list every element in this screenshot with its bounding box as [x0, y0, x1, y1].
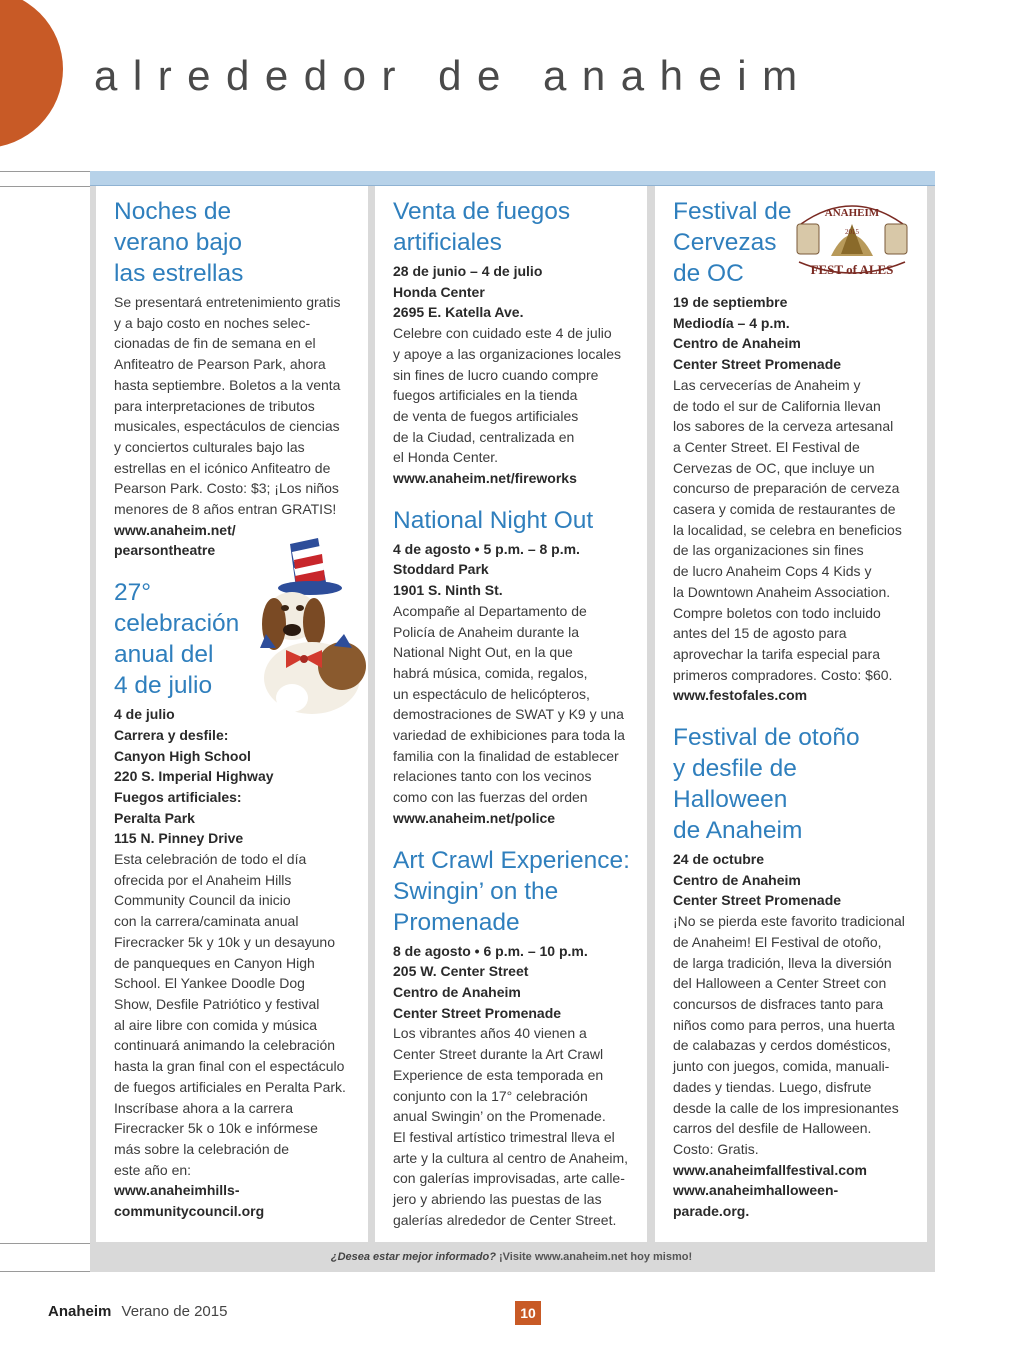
text-line: Festival de	[673, 198, 792, 225]
event-details	[393, 261, 647, 323]
text-line: 205 W. Center Street	[393, 963, 529, 980]
text-line: Acompañe al Departamento de	[393, 602, 587, 619]
dog-in-hat-image	[252, 538, 380, 718]
text-line: casera y comida de restaurantes de	[673, 501, 896, 518]
text-line: Esta celebración de todo el día	[114, 851, 307, 868]
fest-of-ales-logo	[791, 194, 913, 282]
event-description	[673, 375, 927, 686]
text-line: Experience de esta temporada en	[393, 1066, 604, 1083]
event-details	[393, 539, 647, 601]
text-line: 4 de julio	[114, 706, 175, 723]
text-line: de todo el sur de California llevan	[673, 397, 881, 414]
event-details	[673, 849, 927, 911]
text-line: Anfiteatro de Pearson Park, ahora	[114, 356, 326, 373]
event-description	[393, 1023, 647, 1230]
event-heading	[393, 505, 647, 536]
text-line: menores de 8 años entran GRATIS!	[114, 501, 337, 518]
column-3	[655, 186, 927, 1242]
text-line: jero y abriendo las puestas de las	[393, 1191, 602, 1208]
text-line: la Downtown Anaheim Association.	[673, 583, 891, 600]
text-line[interactable]: parade.org.	[673, 1203, 750, 1220]
event-link[interactable]	[673, 1160, 927, 1222]
text-line: variedad de exhibiciones para toda la	[393, 727, 625, 744]
text-line: 115 N. Pinney Drive	[114, 830, 244, 847]
text-line: Center Street Promenade	[393, 1004, 562, 1021]
text-line: verano bajo	[114, 229, 243, 256]
divider-rule	[0, 171, 90, 172]
text-line: anual del	[114, 641, 214, 669]
text-line: antes del 15 de agosto para	[673, 625, 847, 642]
text-line: Inscríbase ahora a la carrera	[114, 1099, 293, 1116]
corner-decoration	[0, 0, 63, 148]
text-line: Los vibrantes años 40 vienen a	[393, 1025, 587, 1042]
text-line: 1901 S. Ninth St.	[393, 582, 503, 599]
text-line: con galerías improvisadas, arte calle-	[393, 1170, 625, 1187]
text-line: de lucro Anaheim Cops 4 Kids y	[673, 563, 872, 580]
text-line[interactable]: www.anaheim.net/police	[393, 809, 556, 826]
text-line: cionadas de fin de semana en el	[114, 335, 316, 352]
text-line[interactable]: www.anaheimhills-	[114, 1182, 240, 1199]
text-line: continuará animando la celebración	[114, 1037, 336, 1054]
page-title: alrededor de anaheim	[94, 52, 813, 99]
info-link[interactable]: ¡Visite www.anaheim.net hoy mismo!	[498, 1251, 693, 1263]
text-line[interactable]: pearsontheatre	[114, 542, 216, 559]
text-line: arte y la cultura al centro de Anaheim,	[393, 1149, 629, 1166]
text-line: hasta septiembre. Boletos a la venta	[114, 376, 341, 393]
text-line: concursos de disfraces tanto para	[673, 995, 884, 1012]
text-line: Center Street durante la Art Crawl	[393, 1046, 604, 1063]
text-line: las estrellas	[114, 260, 244, 287]
divider-rule	[0, 1243, 96, 1244]
text-line: National Night Out	[393, 506, 594, 534]
divider-rule	[0, 186, 90, 187]
text-line[interactable]: www.anaheimhalloween-	[673, 1182, 839, 1199]
text-line: Centro de Anaheim	[393, 983, 521, 1000]
text-line: conjunto con la 17° celebración	[393, 1087, 588, 1104]
column-2	[375, 186, 647, 1242]
event-details	[393, 941, 647, 1024]
text-line: Promenade	[393, 908, 520, 936]
logo-bottom-text: FEST of ALES	[810, 262, 894, 277]
text-line: El festival artístico trimestral lleva el	[393, 1128, 615, 1145]
event-heading	[393, 845, 647, 938]
text-line: Mediodía – 4 p.m.	[673, 314, 790, 331]
text-line: la localidad, se celebra en beneficios	[673, 521, 902, 538]
text-line: de venta de fuegos artificiales	[393, 407, 579, 424]
text-line: Las cervecerías de Anaheim y	[673, 376, 861, 393]
text-line: Carrera y desfile:	[114, 726, 229, 743]
event-heading	[393, 196, 647, 258]
text-line[interactable]: www.festofales.com	[673, 687, 808, 704]
logo-top-text: ANAHEIM	[824, 207, 880, 219]
text-line: de larga tradición, lleva la diversión	[673, 954, 892, 971]
text-line: y a bajo costo en noches selec-	[114, 314, 311, 331]
text-line: de panqueques en Canyon High	[114, 954, 315, 971]
text-line: y apoye a las organizaciones locales	[393, 345, 622, 362]
text-line[interactable]: www.anaheimfallfestival.com	[673, 1161, 867, 1178]
text-line: Fuegos artificiales:	[114, 788, 242, 805]
text-line: Peralta Park	[114, 809, 195, 826]
text-line: 27°	[114, 579, 152, 607]
text-line: de OC	[673, 260, 744, 287]
text-line: de la Ciudad, centralizada en	[393, 428, 575, 445]
text-line: 220 S. Imperial Highway	[114, 768, 274, 785]
text-line: Firecracker 5k o 10k e infórmese	[114, 1120, 318, 1137]
text-line: niños como para perros, una huerta	[673, 1016, 895, 1033]
logo-year: 2015	[845, 228, 859, 236]
text-line: y desfile de	[673, 755, 797, 783]
text-line: del Halloween a Center Street con	[673, 975, 887, 992]
event-details	[114, 704, 368, 849]
issue-label: Verano de 2015	[121, 1303, 228, 1320]
text-line: este año en:	[114, 1161, 192, 1178]
text-line: Cervezas de OC, que incluye un	[673, 459, 875, 476]
text-line: Festival de otoño	[673, 724, 860, 752]
text-line: Centro de Anaheim	[673, 871, 801, 888]
text-line: familia con la finalidad de establecer	[393, 747, 619, 764]
text-line: junto con juegos, comida, manuali-	[673, 1058, 890, 1075]
text-line: School. El Yankee Doodle Dog	[114, 975, 305, 992]
text-line: 28 de junio – 4 de julio	[393, 263, 543, 279]
event-link[interactable]	[673, 685, 927, 706]
info-question: ¿Desea estar mejor informado?	[330, 1251, 496, 1263]
text-line: más sobre la celebración de	[114, 1140, 290, 1157]
text-line: relaciones tanto con los vecinos	[393, 768, 592, 785]
text-line: de Anaheim	[673, 817, 803, 845]
event-description	[114, 849, 368, 1180]
text-line: Costo: Gratis.	[673, 1140, 759, 1157]
page-number: 10	[515, 1301, 541, 1325]
event-link[interactable]	[393, 468, 647, 489]
event-heading	[114, 196, 368, 289]
text-line: hasta la gran final con el espectáculo	[114, 1058, 345, 1075]
event-link[interactable]	[393, 808, 647, 829]
event-heading	[673, 722, 927, 846]
text-line: los sabores de la cerveza artesanal	[673, 418, 894, 435]
text-line: anual Swingin’ on the Promenade.	[393, 1108, 606, 1125]
text-line: sin fines de lucro cuando compre	[393, 366, 599, 383]
text-line: desde la calle de los impresionantes	[673, 1099, 899, 1116]
text-line: National Night Out, en la que	[393, 644, 573, 661]
text-line: Stoddard Park	[393, 561, 489, 578]
page-footer	[48, 1303, 227, 1320]
event-description	[393, 601, 647, 808]
text-line: 8 de agosto • 6 p.m. – 10 p.m.	[393, 942, 588, 959]
text-line: ¡No se pierda este favorito tradicional	[673, 913, 905, 930]
text-line: de fuegos artificiales en Peralta Park.	[114, 1078, 346, 1095]
text-line: 2695 E. Katella Ave.	[393, 304, 524, 321]
info-banner	[96, 1243, 927, 1271]
text-line: 19 de septiembre	[673, 294, 788, 310]
text-line: de las organizaciones sin fines	[673, 542, 864, 559]
text-line: Compre boletos con todo incluido	[673, 604, 881, 621]
text-line: Center Street Promenade	[673, 356, 842, 373]
event-description	[673, 911, 927, 1159]
text-line: Cervezas	[673, 229, 777, 256]
text-line: 4 de agosto • 5 p.m. – 8 p.m.	[393, 540, 580, 557]
text-line: Honda Center	[393, 283, 485, 300]
text-line: dades y tiendas. Luego, disfrute	[673, 1078, 872, 1095]
text-line: concurso de preparación de cerveza	[673, 480, 900, 497]
event-description	[114, 292, 368, 520]
text-line: Swingin’ on the	[393, 877, 559, 905]
text-line: Center Street Promenade	[673, 892, 842, 909]
text-line: de Anaheim! El Festival de otoño,	[673, 933, 882, 950]
text-line: un espectáculo de helicópteros,	[393, 685, 590, 702]
text-line: a Center Street. El Festival de	[673, 438, 860, 455]
text-line: Policía de Anaheim durante la	[393, 623, 580, 640]
text-line: Canyon High School	[114, 747, 251, 764]
text-line: para interpretaciones de tributos	[114, 397, 315, 414]
text-line: y conciertos culturales bajo las	[114, 438, 305, 455]
event-link[interactable]	[114, 1180, 368, 1221]
text-line: de calabazas y cerdos domésticos,	[673, 1037, 891, 1054]
text-line: Halloween	[673, 786, 788, 814]
text-line: aprovechar la tarifa especial para	[673, 645, 881, 662]
text-line: habrá música, comida, regalos,	[393, 664, 588, 681]
text-line[interactable]: www.anaheim.net/fireworks	[393, 470, 577, 487]
text-line[interactable]: communitycouncil.org	[114, 1203, 265, 1220]
text-line: 4 de julio	[114, 672, 213, 700]
text-line: Pearson Park. Costo: $3; ¡Los niños	[114, 480, 339, 497]
event-details	[673, 292, 927, 375]
text-line: el Honda Center.	[393, 449, 499, 466]
text-line: galerías alrededor de Center Street.	[393, 1211, 617, 1228]
text-line: Venta de fuegos	[393, 198, 571, 225]
text-line: Art Crawl Experience:	[393, 846, 630, 874]
text-line: ofrecida por el Anaheim Hills	[114, 871, 292, 888]
text-line: demostraciones de SWAT y K9 y una	[393, 706, 624, 723]
event-description	[393, 323, 647, 468]
text-line: Celebre con cuidado este 4 de julio	[393, 325, 612, 342]
text-line: musicales, espectáculos de ciencias	[114, 418, 340, 435]
text-line: con la carrera/caminata anual	[114, 913, 299, 930]
text-line[interactable]: www.anaheim.net/	[114, 521, 236, 538]
text-line: Community Council da inicio	[114, 892, 291, 909]
text-line: Show, Desfile Patriótico y festival	[114, 995, 320, 1012]
text-line: fuegos artificiales en la tienda	[393, 387, 578, 404]
panel-top-bar	[90, 171, 935, 186]
text-line: 24 de octubre	[673, 851, 765, 868]
text-line: como con las fuerzas del orden	[393, 789, 588, 806]
text-line: Firecracker 5k y 10k y un desayuno	[114, 933, 335, 950]
text-line: primeros compradores. Costo: $60.	[673, 666, 893, 683]
publication-name: Anaheim	[48, 1303, 112, 1320]
text-line: Centro de Anaheim	[673, 335, 801, 352]
text-line: al aire libre con comida y música	[114, 1016, 318, 1033]
divider-rule	[0, 1271, 96, 1272]
text-line: Noches de	[114, 198, 232, 225]
text-line: carros del desfile de Halloween.	[673, 1120, 872, 1137]
text-line: celebración	[114, 610, 240, 638]
text-line: Se presentará entretenimiento gratis	[114, 294, 341, 310]
text-line: artificiales	[393, 229, 502, 256]
text-line: estrellas en el icónico Anfiteatro de	[114, 459, 331, 476]
